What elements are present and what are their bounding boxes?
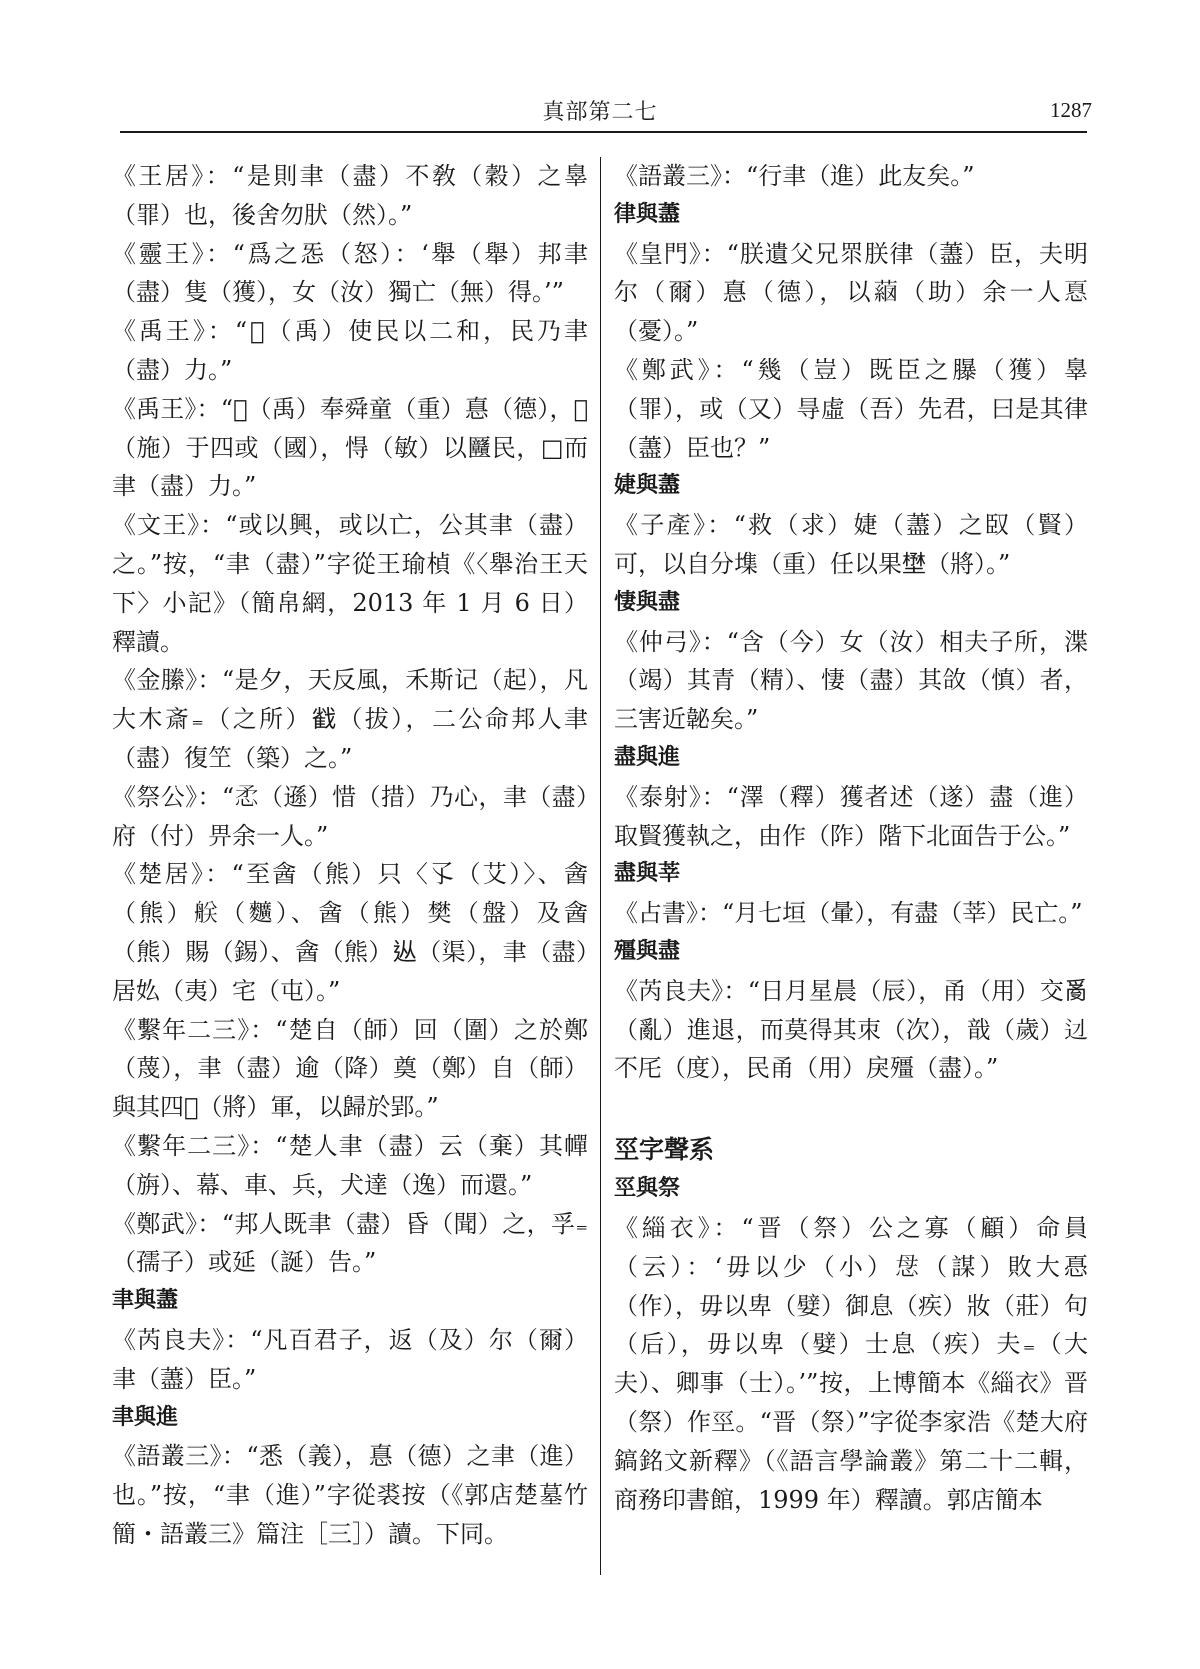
entry-heading: 盡與進 xyxy=(614,744,681,770)
entry-citation: 《仲弓》：“含（今）女（汝）相夫子所，渫（竭）其青（精）、悽（盡）其㪉（慎）者，三害近䪐矣。” xyxy=(614,627,1088,734)
entry-citation: 《占書》：“月七垣（暈），有盡（莘）民亡。” xyxy=(614,899,1083,928)
entry-citation: 《語叢三》：“行聿（進）此友矣。” xyxy=(614,162,975,190)
entry-heading: 婕與藎 xyxy=(614,473,681,499)
entry-citation: 《靈王》：“爲之㤅（怒）：‘舉（舉）邦聿（盡）隻（獲），女（汝）獨亡（無）得。’” xyxy=(112,239,588,307)
entry-citation: 《芮良夫》：“凡百君子，返（及）尔（爾）聿（藎）臣。” xyxy=(112,1325,588,1393)
entry-citation: 《繫年二三》：“楚人聿（盡）云（棄）其幝（旃）、幕、車、兵，犬達（逸）而還。” xyxy=(112,1131,588,1199)
entry-citation: 《祭公》：“𢘅（遜）惜（措）乃心，聿（盡）府（付）畀余一人。” xyxy=(112,782,588,850)
right-column xyxy=(614,157,1088,1519)
entry-citation: 《語叢三》：“悉（義），惪（德）之聿（進）也。”按，“聿（進）”字從裘按（《郭店楚墓竹簡・語叢三》篇注［三］）讀。下同。 xyxy=(112,1442,588,1548)
entry-heading: 聿與藎 xyxy=(112,1288,179,1314)
entry-citation: 《芮良夫》：“日月星晨（辰），甬（用）交𤔔（亂）進退，而莫得其朿（次），戠（歲）𨑎不厇（度），民甬（用）戾殭（盡）。” xyxy=(614,976,1088,1083)
header-rule xyxy=(120,131,1087,133)
left-column xyxy=(112,157,588,1554)
section-heading: 巠字聲系 xyxy=(614,1135,715,1165)
column-divider xyxy=(600,157,601,1575)
entry-citation: 《鄭武》：“邦人既聿（盡）昏（聞）之，孚₌（孺子）或延（誕）告。” xyxy=(112,1209,588,1277)
entry-heading: 盡與莘 xyxy=(614,861,681,887)
entry-citation: 《子產》：“救（求）婕（藎）之臤（賢）可，以自分㙫（重）任以果𡐨（將）。” xyxy=(614,511,1088,578)
page-number: 1287 xyxy=(1050,98,1092,122)
entry-citation: 《繫年二三》：“楚自（師）回（圍）之於鄭（蔑），聿（盡）逾（降）奠（鄭）自（師）與其四𨗛（將）軍，以歸於郢。” xyxy=(112,1015,588,1122)
entry-citation: 《泰射》：“澤（釋）獲者述（遂）盡（進）取賢獲執之，由作（阼）階下北面告于公。” xyxy=(614,782,1088,850)
entry-heading: 殭與盡 xyxy=(614,938,681,964)
running-header-title: 真部第二七 xyxy=(542,100,658,125)
entry-citation: 《鄭武》：“幾（豈）既臣之𦢊（獲）辠（罪），或（又）㝵虛（吾）先君，曰是其律（藎）臣也？” xyxy=(614,355,1088,462)
entry-heading: 悽與盡 xyxy=(614,589,681,615)
entry-citation: 《皇門》：“朕遺父兄眔朕律（藎）臣，夫明尔（爾）惪（德），以𦸖（助）余一人𢝊（憂）。” xyxy=(614,239,1088,346)
entry-citation: 《楚居》：“至酓（熊）只〈孓（艾）〉、酓（熊）𦨶（𪍿）、酓（熊）樊（盤）及酓（熊）賜（錫）、酓（熊）𨑹（渠），聿（盡）居𡚸（夷）宅（屯）。” xyxy=(112,860,588,1005)
entry-citation: 《緇衣》：“晋（祭）公之寡（顧）命員（云）：‘毋以少（小）𢘓（謀）敗大㥑（作），毋以卑（嬖）御息（疾）妝（莊）句（后），毋以卑（嬖）士息（疾）夫₌（大夫）、卿事（士）。’”按，上博簡本《緇衣》晋（祭）作巠。“晋（祭）”字從李家浩《楚大府鎬銘文新釋》（《語言學論叢》第二十二輯，商務印書館，1999 年）釋讀。郭店簡本 xyxy=(614,1213,1088,1514)
entry-heading: 聿與進 xyxy=(112,1404,179,1430)
entry-citation: 《禹王》：“𡉇（禹）使民以二和，民乃聿（盡）力。” xyxy=(112,317,588,384)
entry-citation: 《文王》：“或以興，或以亡，公其聿（盡）之。”按，“聿（盡）”字從王瑜楨《〈舉治王天下〉小記》（簡帛網，2013 年 1 月 6 日）釋讀。 xyxy=(112,511,588,656)
entry-citation: 《禹王》：“𡉇（禹）奉舜童（重）惪（德），𢻫（施）于四或（國），㥂（敏）以㔶民，□而聿（盡）力。” xyxy=(112,394,588,501)
entry-heading: 巠與祭 xyxy=(614,1176,681,1202)
entry-heading: 律與藎 xyxy=(614,201,681,227)
entry-citation: 《金縢》：“是夕，天反風，禾斯记（起），凡大木斎₌（之所）𢧵（拔），二公命邦人聿（盡）復笁（築）之。” xyxy=(112,666,588,772)
entry-citation: 《王居》：“是則聿（盡）不敎（穀）之辠（罪）也，後舍勿肰（然）。” xyxy=(112,162,588,229)
